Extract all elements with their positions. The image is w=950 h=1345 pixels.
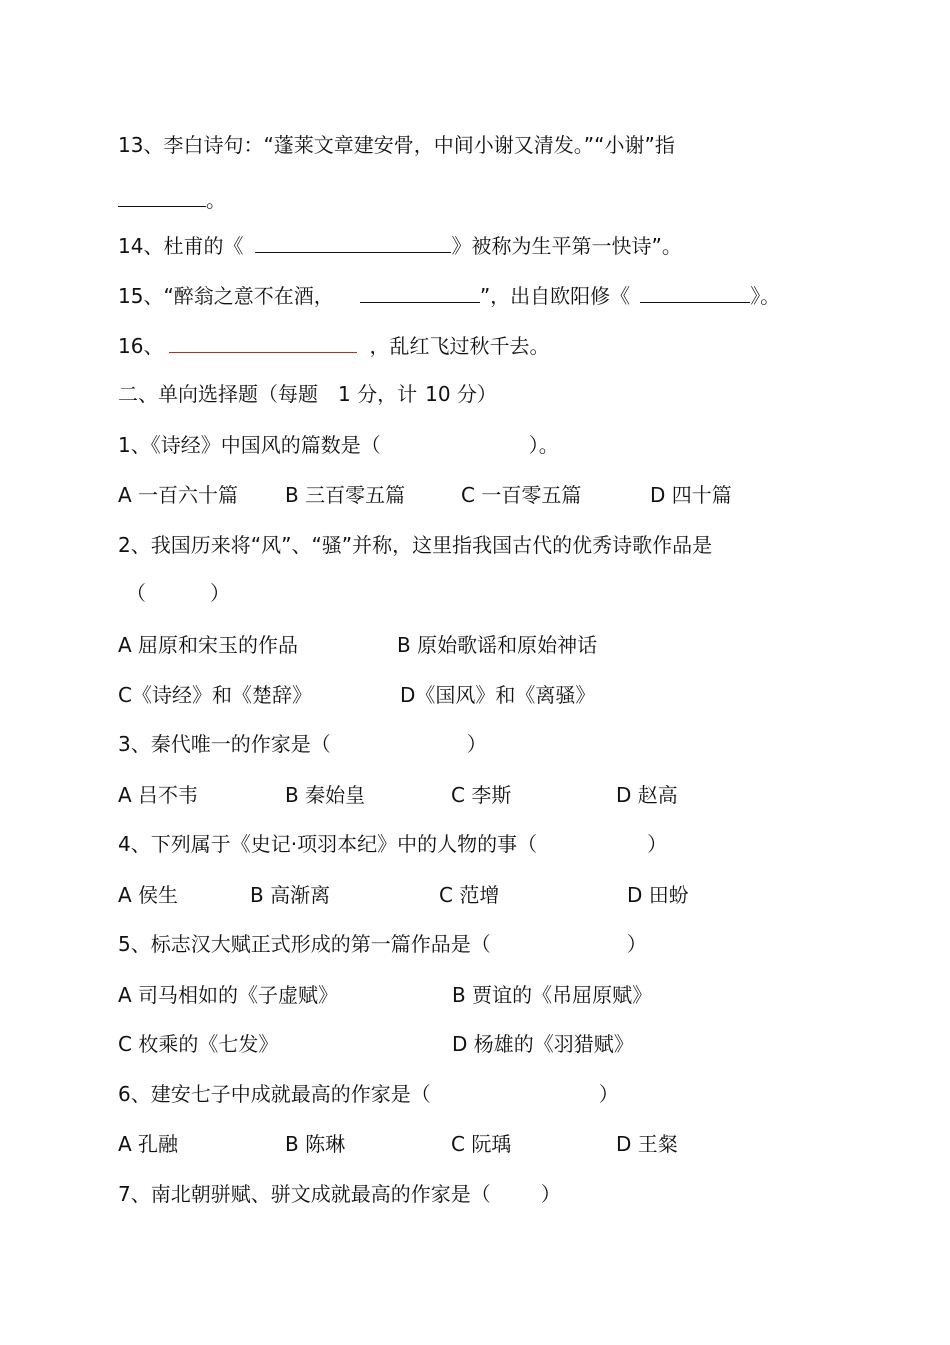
mc-question-stem: 1、《诗经》中国风的篇数是（ xyxy=(118,433,381,457)
question-15-suffix: 》。 xyxy=(750,284,781,308)
option-b[interactable]: B 贾谊的《吊屈原赋》 xyxy=(452,983,653,1007)
question-13 xyxy=(118,132,675,158)
question-14-prefix: 14、杜甫的《 xyxy=(118,234,244,258)
mc-options-3 xyxy=(118,782,818,808)
mc-question-stem: 2、我国历来将“风”、“骚”并称，这里指我国古代的优秀诗歌作品是 xyxy=(118,533,713,557)
option-a[interactable]: A 一百六十篇 xyxy=(118,483,239,507)
option-d[interactable]: D 王粲 xyxy=(616,1132,678,1156)
mc-question-close: ） xyxy=(647,832,668,856)
option-c[interactable]: C 范增 xyxy=(439,883,500,907)
option-b[interactable]: B 原始歌谣和原始神话 xyxy=(397,633,598,657)
option-d[interactable]: D 四十篇 xyxy=(650,483,732,507)
question-13-answer-line xyxy=(118,187,226,213)
option-d[interactable]: D 杨雄的《羽猎赋》 xyxy=(452,1032,634,1056)
mc-question-stem: 7、南北朝骈赋、骈文成就最高的作家是（ xyxy=(118,1182,491,1206)
answer-blank[interactable] xyxy=(360,284,480,303)
mc-question-stem: 6、建安七子中成就最高的作家是（ xyxy=(118,1082,431,1106)
question-16-suffix: ，乱红飞过秋千去。 xyxy=(369,334,550,358)
mc-options-4 xyxy=(118,882,818,908)
question-16-prefix: 16、 xyxy=(118,334,164,358)
option-d[interactable]: D 田蚡 xyxy=(627,883,689,907)
mc-question-6 xyxy=(118,1081,619,1107)
mc-options-1 xyxy=(118,482,818,508)
option-c[interactable]: C 阮瑀 xyxy=(451,1132,512,1156)
option-b[interactable]: B 高渐离 xyxy=(250,883,331,907)
question-15-prefix: 15、“醉翁之意不在酒， xyxy=(118,284,334,308)
option-c[interactable]: C 一百零五篇 xyxy=(461,483,582,507)
mc-question-stem: 3、秦代唯一的作家是（ xyxy=(118,732,331,756)
mc-question-close: ） xyxy=(598,1082,619,1106)
mc-question-7 xyxy=(118,1181,561,1207)
mc-options-2b xyxy=(118,682,818,708)
mc-question-stem: 4、下列属于《史记·项羽本纪》中的人物的事（ xyxy=(118,832,538,856)
mc-question-close: ） xyxy=(466,732,487,756)
question-13-end: 。 xyxy=(206,188,226,212)
answer-blank[interactable] xyxy=(255,234,451,253)
option-a[interactable]: A 屈原和宋玉的作品 xyxy=(118,633,299,657)
mc-options-5b xyxy=(118,1031,818,1057)
option-a[interactable]: A 孔融 xyxy=(118,1132,179,1156)
question-16 xyxy=(118,333,549,359)
mc-options-5a xyxy=(118,982,818,1008)
answer-blank[interactable] xyxy=(118,188,206,207)
option-c[interactable]: C《诗经》和《楚辞》 xyxy=(118,683,312,707)
option-d[interactable]: D《国风》和《离骚》 xyxy=(400,683,596,707)
section-score-b: 10 分） xyxy=(425,382,497,406)
question-14-suffix: 》被称为生平第一快诗”。 xyxy=(451,234,682,258)
option-c[interactable]: C 李斯 xyxy=(451,783,512,807)
section-title xyxy=(118,381,497,407)
mc-question-close: ） xyxy=(626,932,647,956)
option-b[interactable]: B 陈琳 xyxy=(285,1132,346,1156)
option-c[interactable]: C 枚乘的《七发》 xyxy=(118,1032,279,1056)
mc-question-2-paren xyxy=(126,580,230,606)
section-score-a: 1 分，计 xyxy=(338,382,418,406)
option-b[interactable]: B 秦始皇 xyxy=(285,783,366,807)
question-15 xyxy=(118,283,780,309)
mc-question-close: ） xyxy=(540,1182,561,1206)
answer-blank[interactable] xyxy=(640,284,750,303)
option-b[interactable]: B 三百零五篇 xyxy=(285,483,406,507)
paren-open: （ xyxy=(126,581,146,605)
question-15-middle: ”，出自欧阳修《 xyxy=(479,284,631,308)
section-title-text: 二、单向选择题（每题 xyxy=(118,382,318,406)
option-a[interactable]: A 司马相如的《子虚赋》 xyxy=(118,983,339,1007)
mc-question-3 xyxy=(118,731,487,757)
question-13-text: 13、李白诗句：“蓬莱文章建安骨，中间小谢又清发。”“小谢”指 xyxy=(118,133,675,157)
mc-question-2 xyxy=(118,532,712,558)
mc-question-5 xyxy=(118,931,647,957)
mc-question-4 xyxy=(118,831,667,857)
paren-close: ） xyxy=(210,581,230,605)
option-a[interactable]: A 吕不韦 xyxy=(118,783,199,807)
mc-question-stem: 5、标志汉大赋正式形成的第一篇作品是（ xyxy=(118,932,491,956)
answer-blank[interactable] xyxy=(169,334,357,353)
mc-options-6 xyxy=(118,1131,818,1157)
mc-options-2a xyxy=(118,632,818,658)
option-d[interactable]: D 赵高 xyxy=(616,783,678,807)
mc-question-1 xyxy=(118,432,559,458)
question-14 xyxy=(118,233,682,259)
option-a[interactable]: A 侯生 xyxy=(118,883,179,907)
mc-question-close: ）。 xyxy=(528,433,559,457)
